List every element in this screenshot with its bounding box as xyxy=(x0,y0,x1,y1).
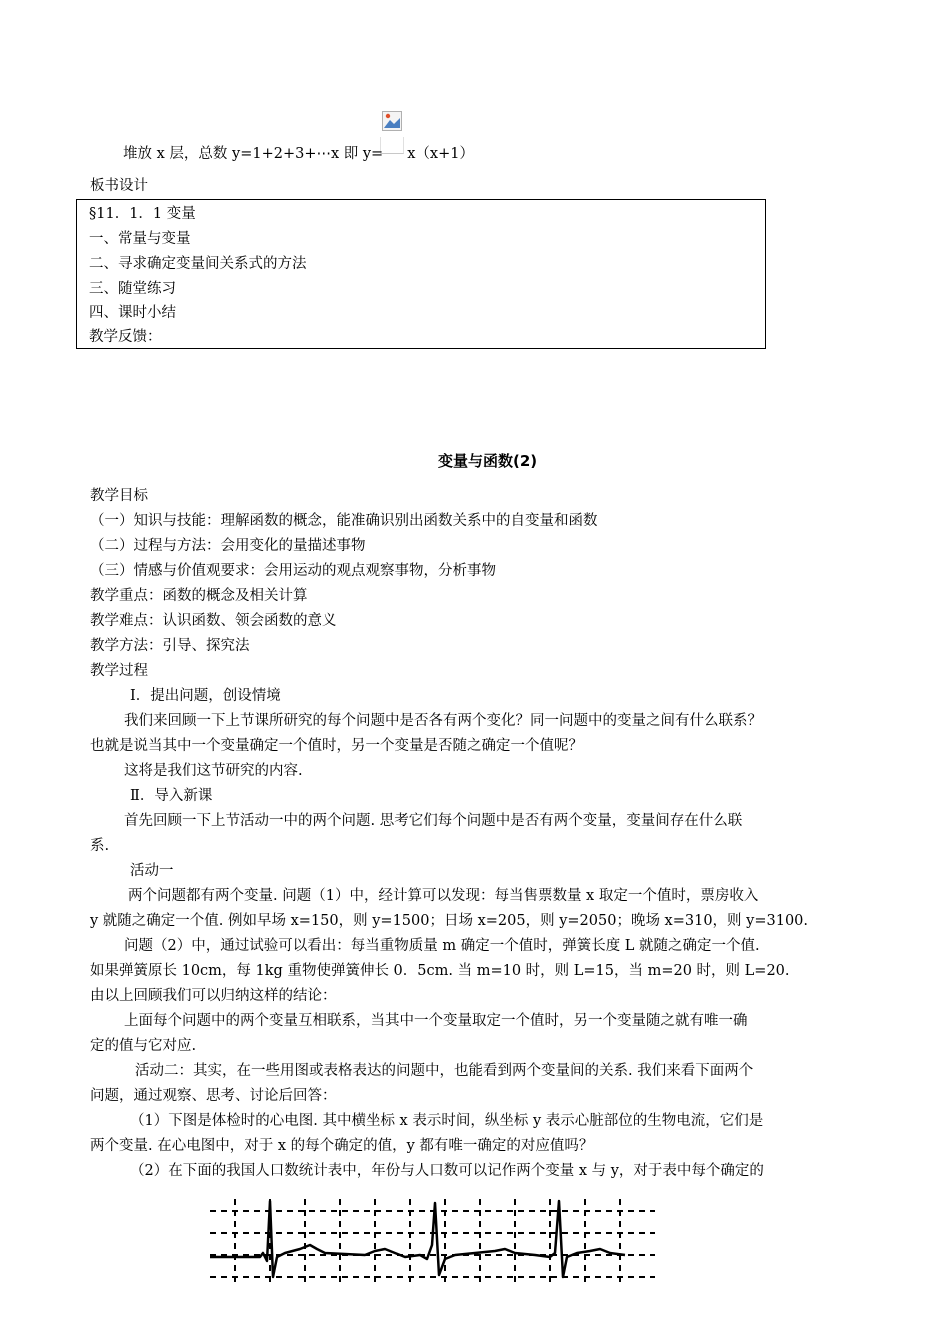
text-line: 两个变量. 在心电图中，对于 x 的每个确定的值，y 都有唯一确定的对应值吗？ xyxy=(90,1138,594,1154)
board-line: 一、常量与变量 xyxy=(89,231,191,247)
text-line: Ⅰ．提出问题，创设情境 xyxy=(130,688,281,704)
text-line: 活动二：其实，在一些用图或表格表达的问题中，也能看到两个变量间的关系. 我们来看下面两个 xyxy=(135,1063,754,1079)
text-line: 系. xyxy=(90,838,110,854)
text-line: 定的值与它对应. xyxy=(90,1038,197,1054)
broken-image-icon xyxy=(382,111,402,131)
board-line: 四、课时小结 xyxy=(89,305,176,321)
text-line: （一）知识与技能：理解函数的概念，能准确识别出函数关系中的自变量和函数 xyxy=(90,513,598,529)
text-line: 这将是我们这节研究的内容. xyxy=(124,763,303,779)
formula-line xyxy=(123,145,474,163)
text-line: y 就随之确定一个值. 例如早场 x=150，则 y=1500；日场 x=205，则 y=2050；晚场 x=310，则 y=3100. xyxy=(90,913,809,929)
text-line: 教学目标 xyxy=(90,488,148,504)
text-line: 也就是说当其中一个变量确定一个值时，另一个变量是否随之确定一个值呢？ xyxy=(90,738,583,754)
text-line: 我们来回顾一下上节课所研究的每个问题中是否各有两个变化？同一问题中的变量之间有什么联系？ xyxy=(124,713,762,729)
board-line: §11．1．1 变量 xyxy=(89,206,196,222)
text-line: （二）过程与方法：会用变化的量描述事物 xyxy=(90,538,366,554)
text-line: （1）下图是体检时的心电图. 其中横坐标 x 表示时间，纵坐标 y 表示心脏部位的生物电流，它们是 xyxy=(130,1113,764,1129)
text-line: （三）情感与价值观要求：会用运动的观点观察事物，分析事物 xyxy=(90,563,496,579)
text-line: 如果弹簧原长 10cm，每 1kg 重物使弹簧伸长 0．5cm. 当 m=10 时，则 L=15，当 m=20 时，则 L=20. xyxy=(90,963,790,979)
board-design-box xyxy=(76,199,766,349)
text-line: 由以上回顾我们可以归纳这样的结论： xyxy=(90,988,337,1004)
text-line: 教学方法：引导、探究法 xyxy=(90,638,250,654)
text-line: 两个问题都有两个变量. 问题（1）中，经计算可以发现：每当售票数量 x 取定一个值时，票房收入 xyxy=(128,888,759,904)
page-title: 变量与函数(2) xyxy=(438,452,538,470)
text-line: 活动一 xyxy=(130,863,174,879)
board-line: 二、寻求确定变量间关系式的方法 xyxy=(89,256,307,272)
formula-text: 堆放 x 层，总数 y=1+2+3+⋯x 即 y= xyxy=(123,146,384,162)
text-line: 上面每个问题中的两个变量互相联系，当其中一个变量取定一个值时，另一个变量随之就有唯一确 xyxy=(124,1013,748,1029)
text-line: 首先回顾一下上节活动一中的两个问题. 思考它们每个问题中是否有两个变量，变量间存在什么联 xyxy=(124,813,743,829)
text-line: 问题（2）中，通过试验可以看出：每当重物质量 m 确定一个值时，弹簧长度 L 就随之确定一个值. xyxy=(124,938,760,954)
text-line: 问题，通过观察、思考、讨论后回答： xyxy=(90,1088,337,1104)
board-line: 三、随堂练习 xyxy=(89,281,176,297)
text-line: 教学难点：认识函数、领会函数的意义 xyxy=(90,613,337,629)
text-line: 教学重点：函数的概念及相关计算 xyxy=(90,588,308,604)
board-line: 教学反馈： xyxy=(89,329,162,345)
board-heading: 板书设计 xyxy=(90,178,148,194)
text-line: （2）在下面的我国人口数统计表中，年份与人口数可以记作两个变量 x 与 y，对于表中每个确定的 xyxy=(130,1163,764,1179)
formula-tail: x（x+1） xyxy=(407,146,474,162)
ecg-trace xyxy=(210,1201,625,1277)
text-line: 教学过程 xyxy=(90,663,148,679)
ecg-figure xyxy=(205,1197,655,1287)
text-line: Ⅱ．导入新课 xyxy=(130,788,213,804)
